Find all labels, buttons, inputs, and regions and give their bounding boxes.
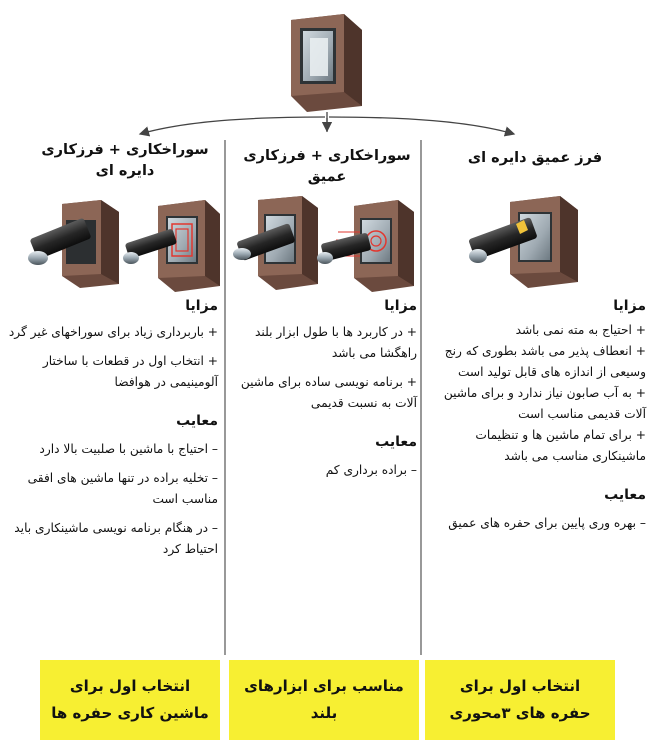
disadvantage-item: – بهره وری پایین برای حفره های عمیق [448,516,646,530]
workpiece-drill-icon-2 [233,196,318,290]
conclusion-line1: انتخاب اول برای [459,677,581,695]
advantage-item: + برنامه نویسی ساده برای ماشین آلات به نسبت قدیمی [240,375,417,410]
column-3-body [426,296,646,534]
connector-right [329,117,514,134]
column-3-conclusion [425,660,615,740]
conclusion-line1: مناسب برای ابزارهای بلند [244,677,404,722]
advantage-item: + به آب صابون نیاز ندارد و برای ماشین آلات قدیمی مناسب است [443,386,646,421]
disadvantages-heading: معایب [604,487,646,503]
column-1-conclusion [40,660,220,740]
column-1-title [30,140,220,182]
column-1-title-line1: سوراخکاری + فرزکاری [41,142,209,158]
disadvantage-item: – براده برداری کم [325,463,417,477]
column-3-title [430,148,640,169]
conclusion-line2: ماشین کاری حفره ها [51,704,209,722]
advantage-item: + باربرداری زیاد برای سوراخهای غیر گرد [8,325,218,339]
workpiece-circular-milling-icon [123,200,220,292]
column-1-title-line2: دایره ای [95,163,155,179]
advantage-item: + انعطاف پذیر می باشد بطوری که رنج وسیعی از اندازه های قابل تولید است [444,344,646,379]
column-2-conclusion [229,660,419,740]
column-3-title-line1: فرز عمیق دایره ای [467,150,603,166]
column-2-title-line1: سوراخکاری + فرزکاری [243,148,411,164]
disadvantage-item: – احتیاج با ماشین با صلبیت بالا دارد [39,442,218,456]
workpiece-drill-icon [28,200,119,288]
conclusion-line2: حفره های ۳محوری [449,704,591,722]
workpiece-helical-milling-icon [468,196,578,288]
disadvantages-heading: معایب [176,413,218,429]
conclusion-line1: انتخاب اول برای [69,677,191,695]
advantages-heading: مزایا [384,298,417,314]
disadvantage-item: – تخلیه براده در تنها ماشین های افقی مناسب است [27,471,218,506]
disadvantage-item: – در هنگام برنامه نویسی ماشینکاری باید احتیاط کرد [14,521,218,556]
column-2-body [233,296,417,481]
advantages-heading: مزایا [185,298,218,314]
workpiece-square-pocket-icon [291,14,362,112]
disadvantages-heading: معایب [375,434,417,450]
advantage-item: + احتیاج به مته نمی باشد [515,323,646,337]
column-1-body [6,296,218,560]
advantages-heading: مزایا [613,298,646,314]
column-2-title-line2: عمیق [307,169,347,185]
advantage-item: + در کاربرد ها با طول ابزار بلند راهگشا می باشد [255,325,417,360]
advantage-item: + برای تمام ماشین ها و تنظیمات ماشینکاری مناسب می باشد [475,428,646,463]
workpiece-plunge-milling-icon [317,200,414,292]
connector-left [140,117,325,134]
column-2-title [232,146,422,188]
advantage-item: + انتخاب اول در قطعات با ساختار آلومینیمی در هوافضا [42,354,218,389]
